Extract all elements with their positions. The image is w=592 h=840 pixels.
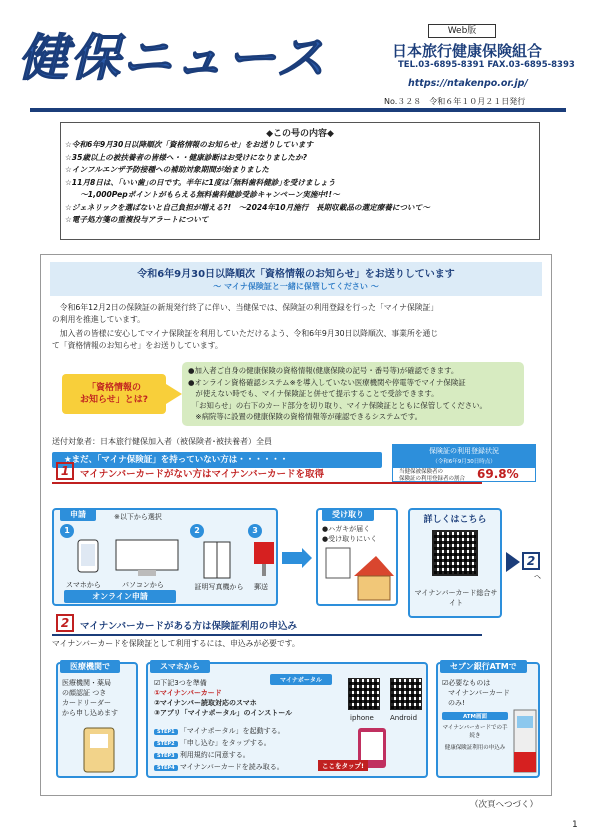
no-card-banner: ★まだ、「マイナ保険証」を持っていない方は・・・・・・ <box>52 452 382 468</box>
photo-booth-icon <box>202 540 232 580</box>
toc-item: ☆ジェネリックを選ばないと自己負担が増える?! ～2024年10月施行 長期収載品の選定療養について～ <box>65 202 430 212</box>
apply-tag: 申請 <box>60 508 96 521</box>
postcard-house-icon <box>324 546 394 602</box>
hospital-text: から申し込めます <box>62 709 118 717</box>
toc-title: ◆この号の内容◆ <box>266 129 334 139</box>
phone-item: ③アプリ「マイナポータル」のインストール <box>154 709 293 717</box>
phone-item: ②マイナンバー読取対応のスマホ <box>154 699 257 707</box>
atm-flow: ATM画面 マイナンバーカードでの手続き 健康保険証利用の申込み <box>442 714 508 751</box>
atm-text: のみ! <box>448 699 465 707</box>
article-paragraph: 令和6年12月2日の保険証の新規発行終了に伴い、当健保では、保険証の利用登録を行った「マイナ保険証」 <box>52 303 439 312</box>
phone-tag: スマホから <box>150 660 210 673</box>
section-number: 1 <box>56 462 74 480</box>
mailbox-icon <box>252 540 276 576</box>
application-box <box>52 508 278 606</box>
info-line: が使えない時でも、マイナ保険証と併せて提示することで受診できます。 <box>188 389 439 398</box>
callout-text: 「資格情報の お知らせ」とは? <box>80 383 148 405</box>
qr-code-icon[interactable] <box>390 678 422 710</box>
hospital-text: の顔認証 つき <box>62 689 107 697</box>
article-paragraph: 加入者の皆様に安心してマイナ保険証を利用していただけるよう、令和6年9月30日以降順次、事業所を通じ <box>52 329 439 338</box>
section-number: 2 <box>56 614 74 632</box>
phone-steps <box>154 726 285 774</box>
website-link[interactable]: https://ntakenpo.or.jp/ <box>408 78 528 89</box>
receive-tag: 受け取り <box>322 508 374 521</box>
masthead-rule <box>30 108 566 112</box>
section2-note: マイナンバーカードを保険証として利用するには、申込みが必要です。 <box>52 639 300 648</box>
receive-box <box>316 508 398 606</box>
phone-step: STEP2 「申し込む」をタップする。 <box>154 738 285 750</box>
info-callout <box>62 374 166 414</box>
detail-box <box>408 508 502 618</box>
step-number: 2 <box>190 524 204 538</box>
phone-step: STEP4 マイナンバーカードを読み取る。 <box>154 762 285 774</box>
registration-stats <box>392 444 536 482</box>
qr-code-icon[interactable] <box>348 678 380 710</box>
section2-title: マイナンバーカードがある方は保険証利用の申込み <box>80 621 297 632</box>
continued-note: （次頁へつづく） <box>470 800 539 810</box>
atm-box <box>436 662 540 778</box>
atm-icon <box>512 708 538 774</box>
hospital-text: 医療機関・薬局 <box>62 679 111 687</box>
hospital-box <box>56 662 138 778</box>
next-arrow-icon <box>506 552 520 572</box>
callout-arrow-icon <box>166 384 182 404</box>
phone-step: STEP1 「マイナポータル」を起動する。 <box>154 726 285 738</box>
toc-item: ☆電子処方箋の重複投与アラートについて <box>65 215 209 224</box>
atm-text: マイナンバーカード <box>448 689 510 697</box>
stats-header: 保険証の利用登録状況 （令和6年9月30日時点） <box>393 445 535 468</box>
article-paragraph: て「資格情報のお知らせ」をお送りしています。 <box>52 341 223 350</box>
info-line: ※病院等に設置の健康保険の資格情報等が確認できるシステムです。 <box>188 412 422 421</box>
next-suffix: へ <box>534 573 541 581</box>
detail-caption: マイナンバーカード総合サイト <box>414 589 498 607</box>
contact-numbers: TEL.03-6895-8391 FAX.03-6895-8393 <box>398 60 575 70</box>
info-line: ●オンライン資格確認システム※を導入していない医療機関や停電等でマイナ保険証 <box>188 377 466 387</box>
computer-icon <box>114 538 182 578</box>
stats-label: 当健保被保険者の 保険証の利用登録者の割合 <box>399 469 466 482</box>
toc-item: ☆インフルエンザ予防接種への補助対象期間が始まりました <box>65 165 269 174</box>
apply-note: ※以下から選択 <box>114 513 162 521</box>
option-pc: パソコンから <box>122 581 164 589</box>
receive-step: ●受け取りにいく <box>322 535 378 543</box>
article-heading: 令和6年9月30日以降順次「資格情報のお知らせ」をお送りしています <box>137 269 455 280</box>
receive-step: ●ハガキが届く <box>322 525 371 533</box>
next-section-marker: 2 <box>522 552 540 570</box>
qr-code-icon[interactable] <box>432 530 478 576</box>
hospital-tag: 医療機関で <box>60 660 120 673</box>
page-number: 1 <box>572 820 578 830</box>
option-mail: 郵送 <box>254 583 268 591</box>
toc-item: ☆11月8日は、｢いい歯｣の日です。半年に1度は｢無料歯科健診｣を受けましょう <box>65 177 336 187</box>
smartphone-box <box>146 662 428 778</box>
iphone-label: iphone <box>350 714 374 722</box>
online-label: オンライン申請 <box>64 590 176 603</box>
section-rule <box>52 634 482 636</box>
phone-item: ①マイナンバーカード <box>154 689 222 697</box>
web-edition-badge: Web版 <box>428 24 496 38</box>
step-number: 3 <box>248 524 262 538</box>
article-paragraph: の利用を推進しています。 <box>52 315 145 324</box>
android-label: Android <box>390 714 418 722</box>
portal-tag: マイナポータル <box>270 674 332 685</box>
toc-item: ☆令和6年9月30日以降順次「資格情報のお知らせ」をお送りしています <box>65 140 313 149</box>
option-photo: 証明写真機から <box>194 583 244 591</box>
phone-step: STEP3 利用規約に同意する。 <box>154 750 285 762</box>
tap-here-label: ここをタップ! <box>318 760 368 771</box>
toc-item: ☆35歳以上の被扶養者の皆様へ・・健康診断はお受けになりましたか? <box>65 152 307 162</box>
stats-value: 69.8% <box>477 467 519 481</box>
atm-text: ☑必要なものは <box>442 679 491 687</box>
table-of-contents <box>60 122 540 240</box>
phone-prep: ☑下記3つを準備 <box>154 679 207 687</box>
masthead-logo: 健保ニュース <box>18 28 328 87</box>
section-rule <box>52 482 482 484</box>
option-phone: スマホから <box>66 581 101 589</box>
recipients: 送付対象者：日本旅行健保加入者（被保険者･被扶養者）全員 <box>52 437 272 446</box>
issue-info: No.３２８ 令和６年１０月２１日発行 <box>384 97 526 106</box>
info-box <box>182 362 524 426</box>
step-number: 1 <box>60 524 74 538</box>
info-line: 「お知らせ」の右下のカード部分を切り取り、マイナ保険証とともに保管してください。 <box>188 400 487 410</box>
hospital-text: カードリーダー <box>62 699 111 707</box>
card-reader-icon <box>80 726 120 774</box>
info-line: ●加入者ご自身の健康保険の資格情報(健康保険の記号・番号等)が確認できます。 <box>188 366 459 375</box>
article-header <box>50 262 542 296</box>
toc-item: ～1,000Pepポイントがもらえる無料歯科健診受診キャンペーン実施中!!～ <box>65 190 340 199</box>
flow-arrow-icon <box>282 548 312 568</box>
detail-title: 詳しくはこちら <box>423 515 487 525</box>
section1-title: マイナンバーカードがない方はマイナンバーカードを取得 <box>80 469 324 480</box>
article-subheading: ～ マイナ保険証と一緒に保管してください ～ <box>213 282 379 291</box>
smartphone-icon <box>74 538 102 574</box>
atm-tag: セブン銀行ATMで <box>440 660 527 673</box>
organization-name: 日本旅行健康保険組合 <box>392 42 543 60</box>
